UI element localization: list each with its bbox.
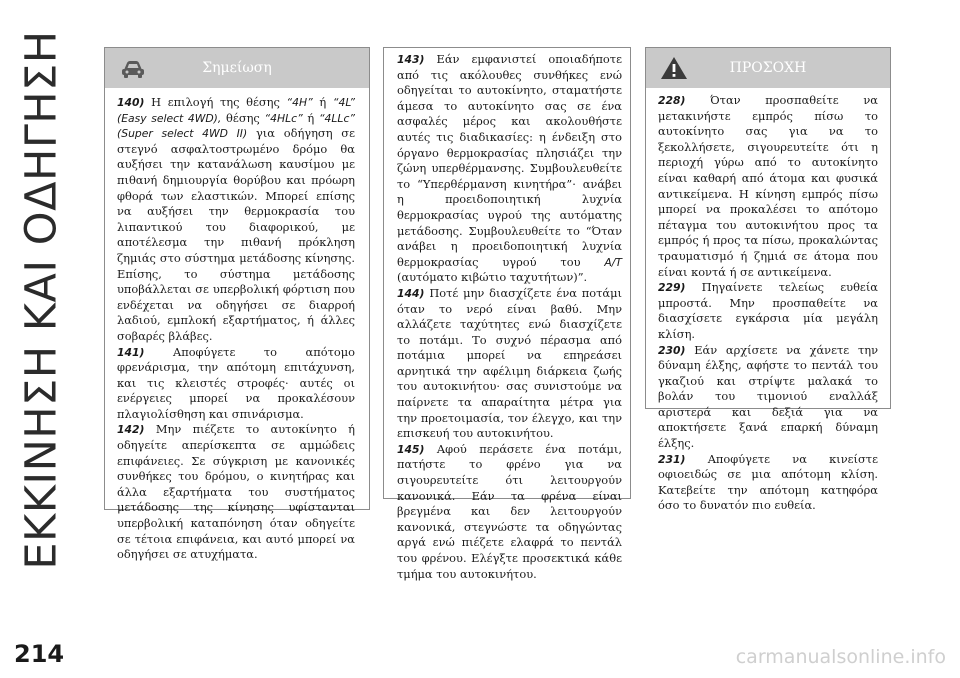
item-number: 143) — [397, 53, 425, 66]
paragraph — [117, 345, 355, 423]
note-box-body — [105, 88, 369, 563]
warning-box — [645, 47, 891, 513]
paragraph — [117, 422, 355, 562]
paragraph — [117, 95, 355, 345]
paragraph — [658, 452, 878, 514]
warning-box-header — [646, 48, 890, 88]
warning-box-body — [646, 88, 890, 514]
warning-triangle-icon — [660, 56, 688, 80]
paragraph — [397, 286, 622, 442]
text-run: Πηγαίνετε τελείως ευθεία μπροστά. Μην προσπαθείτε να διασχίσετε εγκάρσια μία μεγάλη κλίση. — [658, 280, 878, 341]
item-number: 229) — [658, 281, 686, 295]
note-box-header — [105, 48, 369, 88]
text-run: (Easy select 4WD), — [117, 111, 222, 125]
text-run: (Super select 4WD II) — [117, 127, 248, 141]
side-title — [4, 20, 80, 580]
middle-column-box — [383, 47, 631, 581]
item-number: 141) — [117, 345, 145, 359]
paragraph — [397, 52, 622, 286]
paragraph — [658, 280, 878, 342]
item-number: 228) — [658, 94, 686, 107]
text-run: Αποφύγετε το απότομο φρενάρισμα, την απότομη επιτάχυνση, και τις κλειστές στροφές· αυτές οι ενέργειες μπορεί να προκαλέσουν πλαγιολίσθηση και σπινάρισμα. — [117, 344, 355, 421]
text-run: Αφού περάσετε ένα ποτάμι, πατήστε το φρένο για να σιγουρευτείτε ότι λειτουργούν κανονικά. Εάν τα φρένα είναι βρεγμένα και δεν λειτουργούν κανονικά, στεγνώστε τα οδηγώντας αργά ενώ πιέζετε ελαφρά το πεντάλ του φρένου. Ελέγξτε προσεκτικά κάθε τμήμα του αυτοκινήτου. — [397, 441, 622, 581]
item-number: 140) — [117, 96, 145, 109]
item-number: 231) — [658, 452, 686, 466]
text-run: Όταν προσπαθείτε να μετακινήστε εμπρός πίσω το αυτοκίνητο σας για να το ξεκολλήσετε, σιγουρευτείτε ότι η περιοχή γύρω από το αυτοκίνητο είναι καθαρή από άτομα και φυσικά αντικείμενα. Η κίνηση εμπρός πίσω μπορεί να προκαλέσει το απότομο πέταγμα του αυτοκινήτου προς τα εμπρός ή προς τα πίσω, προκαλώντας τραυματισμό ή ζημιά σε άτομα που είναι κοντά ή σε αντικείμενα. — [658, 93, 878, 279]
text-run: Αποφύγετε να κινείστε οφιοειδώς σε μια απότομη κλίση. Κατεβείτε την απότομη κατηφόρα όσο το δυνατόν πιο ευθεία. — [658, 451, 878, 513]
watermark: carmanualsonline.info — [735, 646, 946, 668]
text-run: για οδήγηση σε στεγνό ασφαλτοστρωμένο δρόμο θα αυξήσει την κατανάλωση καυσίμου με πιθανή δημιουργία θορύβου και πρόωρη φθορά των ελαστικών. Μπορεί επίσης να αυξήσει την θερμοκρασία του λιπαντικού του διαφορικού, με αποτέλεσμα την πιθανή πρόκληση ζημιάς στο σύστημα μετάδοσης κίνησης. Επίσης, το σύστημα μετάδοσης υποβάλλεται σε υπερβολική φόρτιση που ενδέχεται να οδηγήσει σε διαρροή λαδιού, εμπλοκή εξαρτήματος, ή άλλες σοβαρές βλάβες. — [117, 126, 355, 343]
text-run: ή — [312, 95, 333, 109]
middle-column-body — [384, 48, 630, 582]
item-number: 145) — [397, 442, 425, 456]
text-run: Ποτέ μην διασχίζετε ένα ποτάμι όταν το νερό είναι βαθύ. Μην αλλάζετε ταχύτητες ενώ διασχίζετε το ποτάμι. Το συχνό πέρασμα από ποτάμια μπορεί να επηρεάσει αρνητικά την αφέλιμη διάρκεια ζωής του αυτοκινήτου· σας συνιστούμε να παίρνετε τα απαραίτητα μέτρα για την προετοιμασία, τον έλεγχο, και την επισκευή του αυτοκινήτου. — [397, 285, 622, 441]
note-box-title: Σημείωση — [202, 60, 272, 76]
text-run: “4LLc” — [318, 111, 355, 125]
text-run: θέσης — [221, 110, 265, 125]
item-number: 230) — [658, 343, 686, 357]
text-run: “4HLc” — [264, 111, 303, 125]
text-run: Εάν αρχίσετε να χάνετε την δύναμη έλξης, αφήστε το πεντάλ του γκαζιού και στρίψτε μαλακά το βολάν του τιμονιού εναλλάξ αριστερά και δεξιά για να αποκτήσετε ξανά επαρκή δύναμη έλξης. — [658, 342, 878, 451]
text-run: A/T — [604, 255, 622, 269]
text-run: ή — [302, 110, 319, 125]
car-note-icon — [119, 56, 147, 80]
text-run: “4L” — [332, 96, 356, 109]
warning-box-title: ΠΡΟΣΟΧΗ — [729, 60, 807, 76]
side-title-text: ΕΚΚΙΝΗΣΗ ΚΑΙ ΟΔΗΓΗΣΗ — [17, 30, 67, 570]
text-run: “4H” — [286, 96, 313, 109]
text-run: Εάν εμφανιστεί οποιαδήποτε από τις ακόλουθες συνθήκες ενώ οδηγείται το αυτοκίνητο, σταματήστε άμεσα το αυτοκίνητο σας σε ένα ασφαλές μέρος και ακολουθήστε αυτές τις διαδικασίες: η ένδειξη στο όργανο θερμοκρασίας πλησιάζει την ζώνη υπερθέρμανσης. Συμβουλευθείτε το “Υπερθέρμανση κινητήρα”· ανάβει η προειδοποιητική λυχνία θερμοκρασίας υγρού της αυτόματης μετάδοσης. Συμβουλευθείτε το “Όταν ανάβει η προειδοποιητική λυχνία θερμοκρασίας υγρού του — [397, 52, 622, 269]
item-number: 144) — [397, 286, 425, 300]
paragraph — [658, 343, 878, 452]
page-number: 214 — [14, 640, 65, 668]
paragraph — [397, 442, 622, 582]
text-run: Μην πιέζετε το αυτοκίνητο ή οδηγείτε απερίσκεπτα σε αμμώδεις επιφάνειες. Σε σύγκριση με κανονικές συνθήκες του δρόμου, ο κινητήρας και άλλα εξαρτήματα του συστήματος μετάδοσης της κίνησης υφίστανται υπερβολική καταπόνηση όταν οδηγείτε σε τέτοια επιφάνεια, και αυτό μπορεί να οδηγήσει σε ατυχήματα. — [117, 422, 355, 562]
text-run: Η επιλογή της θέσης — [144, 95, 287, 109]
note-box — [104, 47, 370, 562]
item-number: 142) — [117, 423, 145, 437]
paragraph — [658, 93, 878, 280]
text-run: (αυτόματο κιβώτιο ταχυτήτων)”. — [397, 270, 588, 285]
